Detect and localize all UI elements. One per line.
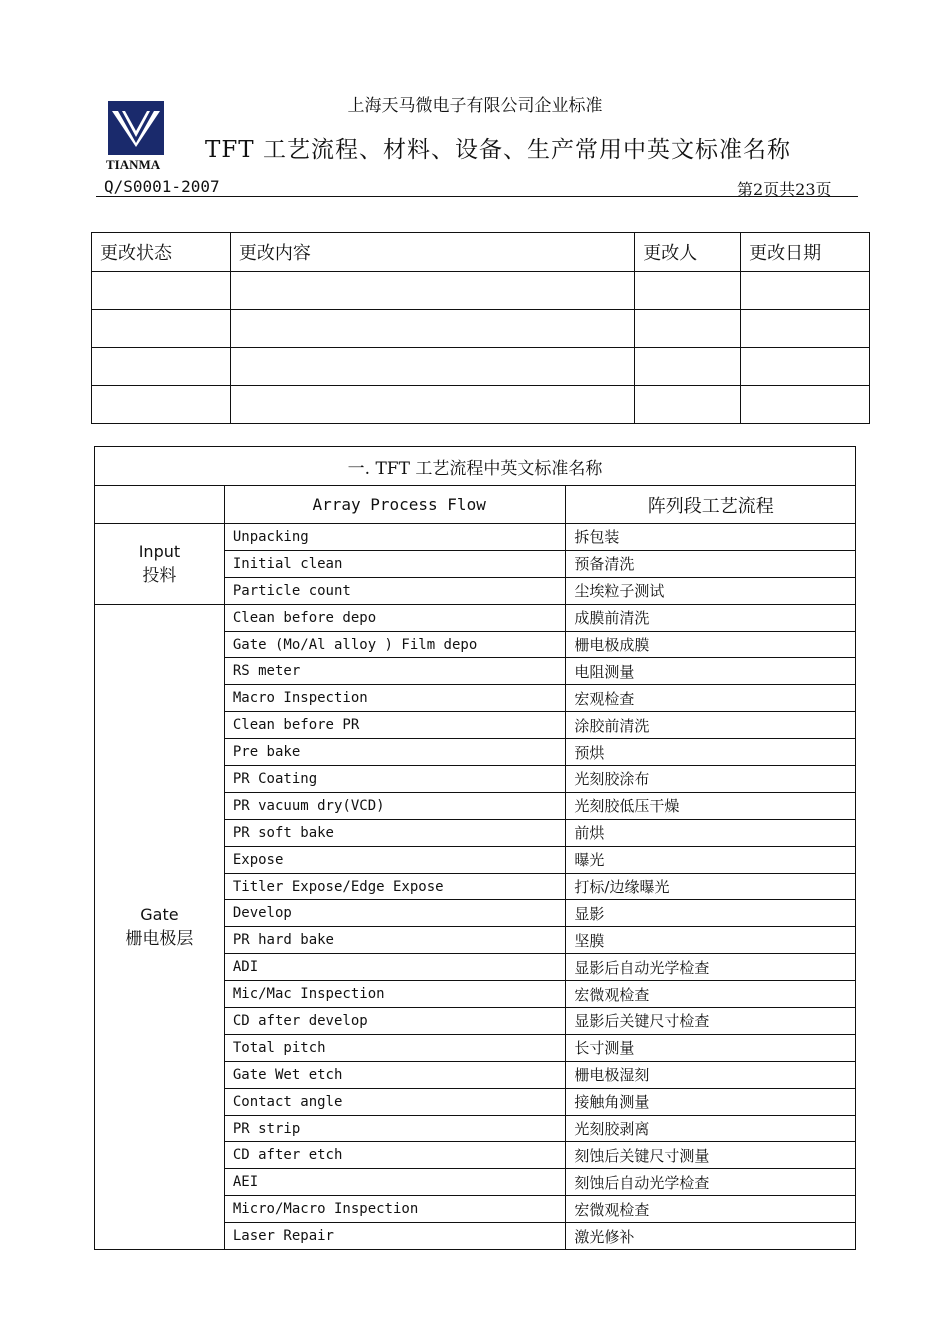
process-step-chinese: 激光修补 bbox=[566, 1223, 856, 1250]
document-number: Q/S0001-2007 bbox=[104, 177, 220, 196]
column-header-chinese: 阵列段工艺流程 bbox=[566, 486, 856, 524]
process-step-english: Initial clean bbox=[224, 550, 566, 577]
process-step-chinese: 宏微观检查 bbox=[566, 981, 856, 1008]
table-row bbox=[95, 604, 856, 631]
process-flow-table bbox=[94, 446, 856, 1250]
stage-name-chinese: 栅电极层 bbox=[125, 928, 194, 949]
logo-text: TIANMA bbox=[106, 157, 161, 172]
process-step-english: Clean before depo bbox=[224, 604, 566, 631]
table-row bbox=[92, 310, 870, 348]
table-row bbox=[92, 348, 870, 386]
document-title: TFT 工艺流程、材料、设备、生产常用中英文标准名称 bbox=[205, 137, 791, 163]
process-step-chinese: 宏观检查 bbox=[566, 685, 856, 712]
table-row bbox=[92, 386, 870, 424]
column-header-row bbox=[95, 486, 856, 524]
process-step-chinese: 前烘 bbox=[566, 819, 856, 846]
process-step-english: Titler Expose/Edge Expose bbox=[224, 873, 566, 900]
section-title-row bbox=[95, 447, 856, 486]
header-divider bbox=[96, 196, 858, 197]
table-row bbox=[95, 524, 856, 551]
process-step-chinese: 拆包装 bbox=[566, 524, 856, 551]
process-step-chinese: 栅电极湿刻 bbox=[566, 1061, 856, 1088]
process-step-chinese: 栅电极成膜 bbox=[566, 631, 856, 658]
section-title: 一. TFT 工艺流程中英文标准名称 bbox=[95, 447, 856, 486]
flow-body bbox=[95, 524, 856, 1250]
page-number: 第2页共23页 bbox=[737, 180, 832, 199]
stage-name-english: Gate bbox=[140, 904, 179, 924]
header-changed-by: 更改人 bbox=[635, 233, 741, 272]
change-record-table bbox=[91, 232, 870, 424]
process-step-english: CD after develop bbox=[224, 1008, 566, 1035]
process-step-english: CD after etch bbox=[224, 1142, 566, 1169]
process-step-chinese: 光刻胶剥离 bbox=[566, 1115, 856, 1142]
process-step-chinese: 显影后自动光学检查 bbox=[566, 954, 856, 981]
process-step-english: Clean before PR bbox=[224, 712, 566, 739]
company-name: 上海天马微电子有限公司企业标准 bbox=[347, 96, 603, 116]
header-change-content: 更改内容 bbox=[230, 233, 634, 272]
process-step-chinese: 显影后关键尺寸检查 bbox=[566, 1008, 856, 1035]
process-step-chinese: 打标/边缘曝光 bbox=[566, 873, 856, 900]
change-table-header-row bbox=[92, 233, 870, 272]
process-step-chinese: 刻蚀后关键尺寸测量 bbox=[566, 1142, 856, 1169]
header-change-date: 更改日期 bbox=[741, 233, 870, 272]
header-change-status: 更改状态 bbox=[92, 233, 231, 272]
stage-name-chinese: 投料 bbox=[142, 565, 177, 586]
stage-name-english: Input bbox=[138, 541, 181, 561]
process-step-english: Expose bbox=[224, 846, 566, 873]
process-step-english: Micro/Macro Inspection bbox=[224, 1196, 566, 1223]
process-step-chinese: 显影 bbox=[566, 900, 856, 927]
process-step-chinese: 刻蚀后自动光学检查 bbox=[566, 1169, 856, 1196]
process-step-english: ADI bbox=[224, 954, 566, 981]
process-step-chinese: 长寸测量 bbox=[566, 1034, 856, 1061]
process-step-chinese: 光刻胶低压干燥 bbox=[566, 792, 856, 819]
process-step-english: Gate Wet etch bbox=[224, 1061, 566, 1088]
process-step-chinese: 宏微观检查 bbox=[566, 1196, 856, 1223]
process-step-chinese: 涂胶前清洗 bbox=[566, 712, 856, 739]
process-step-chinese: 接触角测量 bbox=[566, 1088, 856, 1115]
process-step-english: Particle count bbox=[224, 577, 566, 604]
process-step-english: Gate (Mo/Al alloy ) Film depo bbox=[224, 631, 566, 658]
process-step-chinese: 电阻测量 bbox=[566, 658, 856, 685]
process-step-english: Macro Inspection bbox=[224, 685, 566, 712]
process-step-chinese: 尘埃粒子测试 bbox=[566, 577, 856, 604]
process-step-english: Contact angle bbox=[224, 1088, 566, 1115]
process-step-english: PR hard bake bbox=[224, 927, 566, 954]
process-stage-cell bbox=[95, 524, 225, 605]
process-step-english: PR soft bake bbox=[224, 819, 566, 846]
process-step-english: RS meter bbox=[224, 658, 566, 685]
process-step-chinese: 曝光 bbox=[566, 846, 856, 873]
process-step-english: Mic/Mac Inspection bbox=[224, 981, 566, 1008]
process-stage-cell bbox=[95, 604, 225, 1249]
process-step-english: Develop bbox=[224, 900, 566, 927]
process-step-english: PR Coating bbox=[224, 766, 566, 793]
process-step-english: PR vacuum dry(VCD) bbox=[224, 792, 566, 819]
process-step-chinese: 坚膜 bbox=[566, 927, 856, 954]
process-step-english: Laser Repair bbox=[224, 1223, 566, 1250]
process-step-english: PR strip bbox=[224, 1115, 566, 1142]
blank-header-cell bbox=[95, 486, 225, 524]
column-header-english: Array Process Flow bbox=[224, 486, 566, 524]
table-row bbox=[92, 272, 870, 310]
process-step-english: Pre bake bbox=[224, 739, 566, 766]
process-step-chinese: 光刻胶涂布 bbox=[566, 766, 856, 793]
process-step-chinese: 预备清洗 bbox=[566, 550, 856, 577]
process-step-chinese: 成膜前清洗 bbox=[566, 604, 856, 631]
process-step-chinese: 预烘 bbox=[566, 739, 856, 766]
process-step-english: Unpacking bbox=[224, 524, 566, 551]
process-step-english: Total pitch bbox=[224, 1034, 566, 1061]
process-step-english: AEI bbox=[224, 1169, 566, 1196]
